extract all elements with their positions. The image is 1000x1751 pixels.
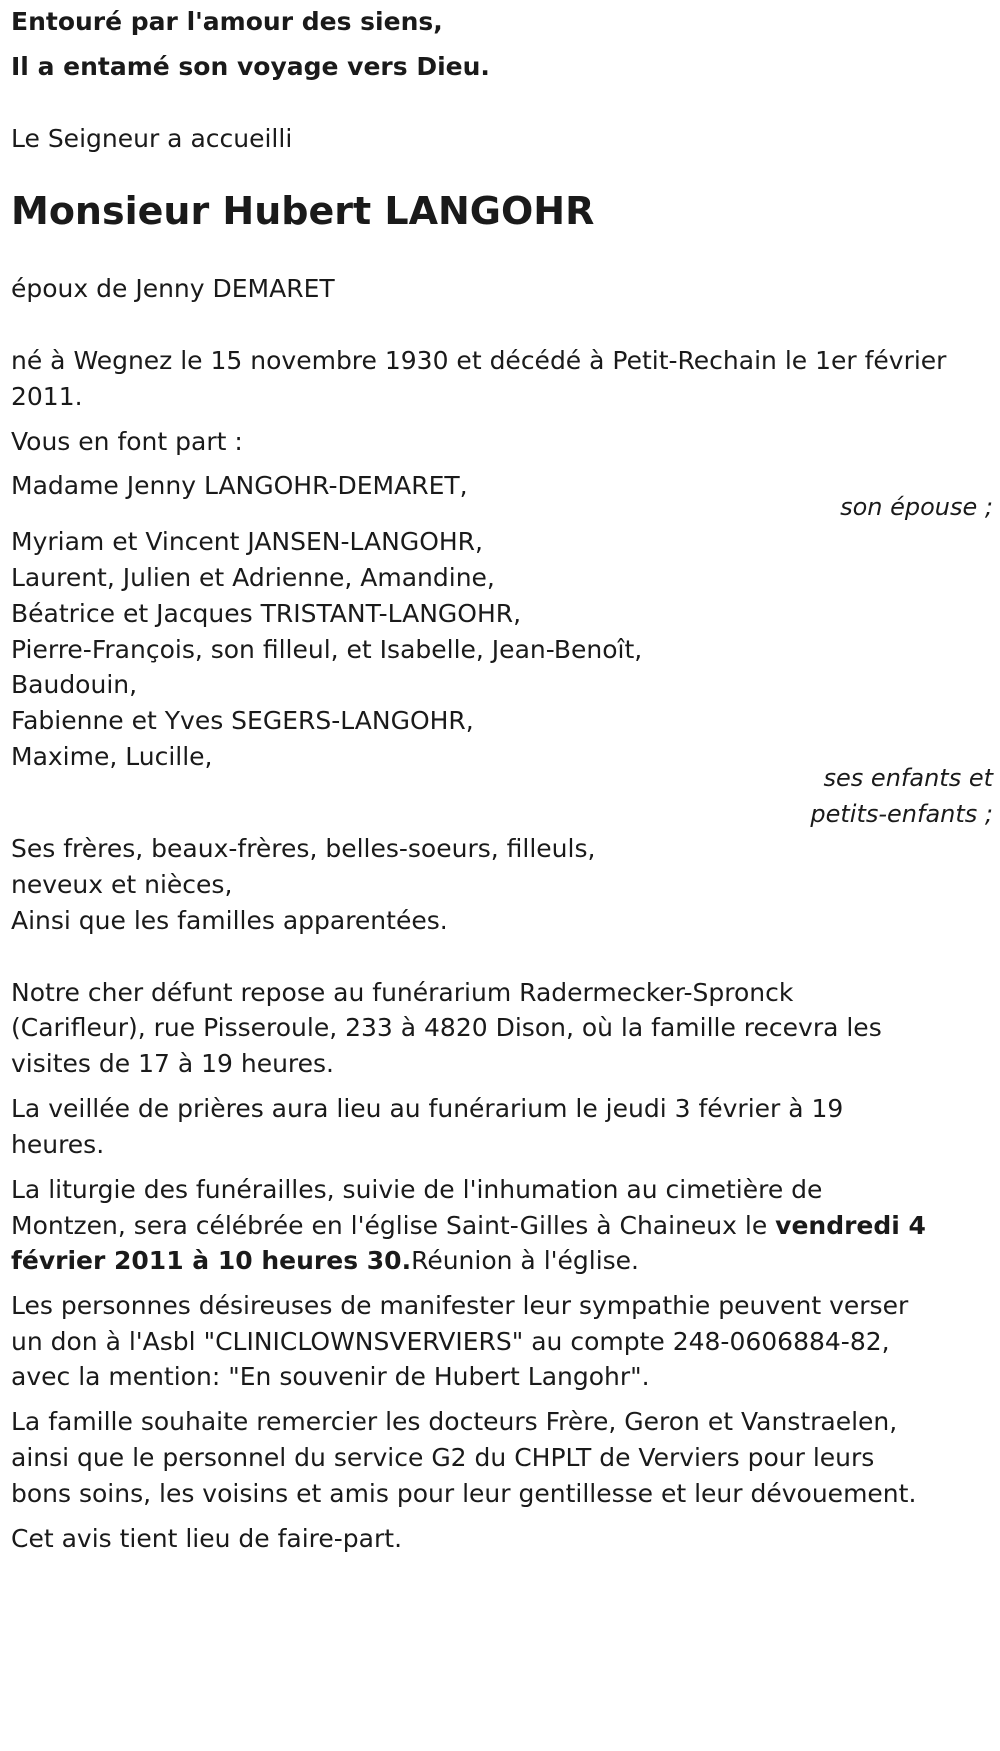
- donation-line: un don à l'Asbl "CLINICLOWNSVERVIERS" au compte 248-0606884-82,: [11, 1327, 890, 1356]
- widow-name: Madame Jenny LANGOHR-DEMARET,: [11, 471, 468, 500]
- intro-text: Le Seigneur a accueilli: [11, 124, 293, 153]
- repose-line: visites de 17 à 19 heures.: [11, 1049, 334, 1078]
- relatives-line: Ses frères, beaux-frères, belles-soeurs, filleuls,: [11, 834, 596, 863]
- birth-death-line-1: né à Wegnez le 15 novembre 1930 et décédé à Petit-Rechain le 1er février: [11, 346, 947, 375]
- children-line: Fabienne et Yves SEGERS-LANGOHR,: [11, 706, 474, 735]
- vigil-line: La veillée de prières aura lieu au funérarium le jeudi 3 février à 19: [11, 1094, 844, 1123]
- children-line: Maxime, Lucille,: [11, 742, 213, 771]
- deceased-name: Monsieur Hubert LANGOHR: [11, 189, 595, 233]
- repose-line: Notre cher défunt repose au funérarium Radermecker-Spronck: [11, 978, 794, 1007]
- children-role-line-1: ses enfants et: [823, 764, 993, 792]
- children-line: Laurent, Julien et Adrienne, Amandine,: [11, 563, 495, 592]
- closing-text: Cet avis tient lieu de faire-part.: [11, 1524, 403, 1553]
- liturgy-meeting: Réunion à l'église.: [411, 1246, 640, 1275]
- liturgy-line-2: [11, 1211, 926, 1241]
- widow-role: son épouse ;: [840, 493, 993, 521]
- thanks-line: La famille souhaite remercier les docteurs Frère, Geron et Vanstraelen,: [11, 1407, 898, 1436]
- children-role-line-2: petits-enfants ;: [810, 800, 993, 828]
- donation-line: Les personnes désireuses de manifester leur sympathie peuvent verser: [11, 1291, 909, 1320]
- announce-text: Vous en font part :: [11, 427, 243, 456]
- header-line-1: Entouré par l'amour des siens,: [11, 7, 443, 36]
- children-line: Baudouin,: [11, 670, 138, 699]
- children-line: Béatrice et Jacques TRISTANT-LANGOHR,: [11, 599, 522, 628]
- relatives-line: neveux et nièces,: [11, 870, 233, 899]
- liturgy-text: Montzen, sera célébrée en l'église Saint-Gilles à Chaineux le: [11, 1211, 776, 1240]
- funeral-time: février 2011 à 10 heures 30.: [11, 1246, 412, 1275]
- relatives-line: Ainsi que les familles apparentées.: [11, 906, 448, 935]
- liturgy-line-1: La liturgie des funérailles, suivie de l'inhumation au cimetière de: [11, 1175, 823, 1204]
- vigil-line: heures.: [11, 1130, 105, 1159]
- header-line-2: Il a entamé son voyage vers Dieu.: [11, 52, 490, 81]
- thanks-line: ainsi que le personnel du service G2 du CHPLT de Verviers pour leurs: [11, 1443, 875, 1472]
- spouse-line: époux de Jenny DEMARET: [11, 274, 335, 303]
- liturgy-line-3: [11, 1246, 639, 1276]
- funeral-date: vendredi 4: [775, 1211, 926, 1240]
- thanks-line: bons soins, les voisins et amis pour leur gentillesse et leur dévouement.: [11, 1479, 917, 1508]
- children-line: Pierre-François, son filleul, et Isabelle, Jean-Benoît,: [11, 635, 643, 664]
- children-line: Myriam et Vincent JANSEN-LANGOHR,: [11, 527, 483, 556]
- birth-death-line-2: 2011.: [11, 382, 83, 411]
- donation-line: avec la mention: "En souvenir de Hubert Langohr".: [11, 1362, 650, 1391]
- repose-line: (Carifleur), rue Pisseroule, 233 à 4820 Dison, où la famille recevra les: [11, 1013, 882, 1042]
